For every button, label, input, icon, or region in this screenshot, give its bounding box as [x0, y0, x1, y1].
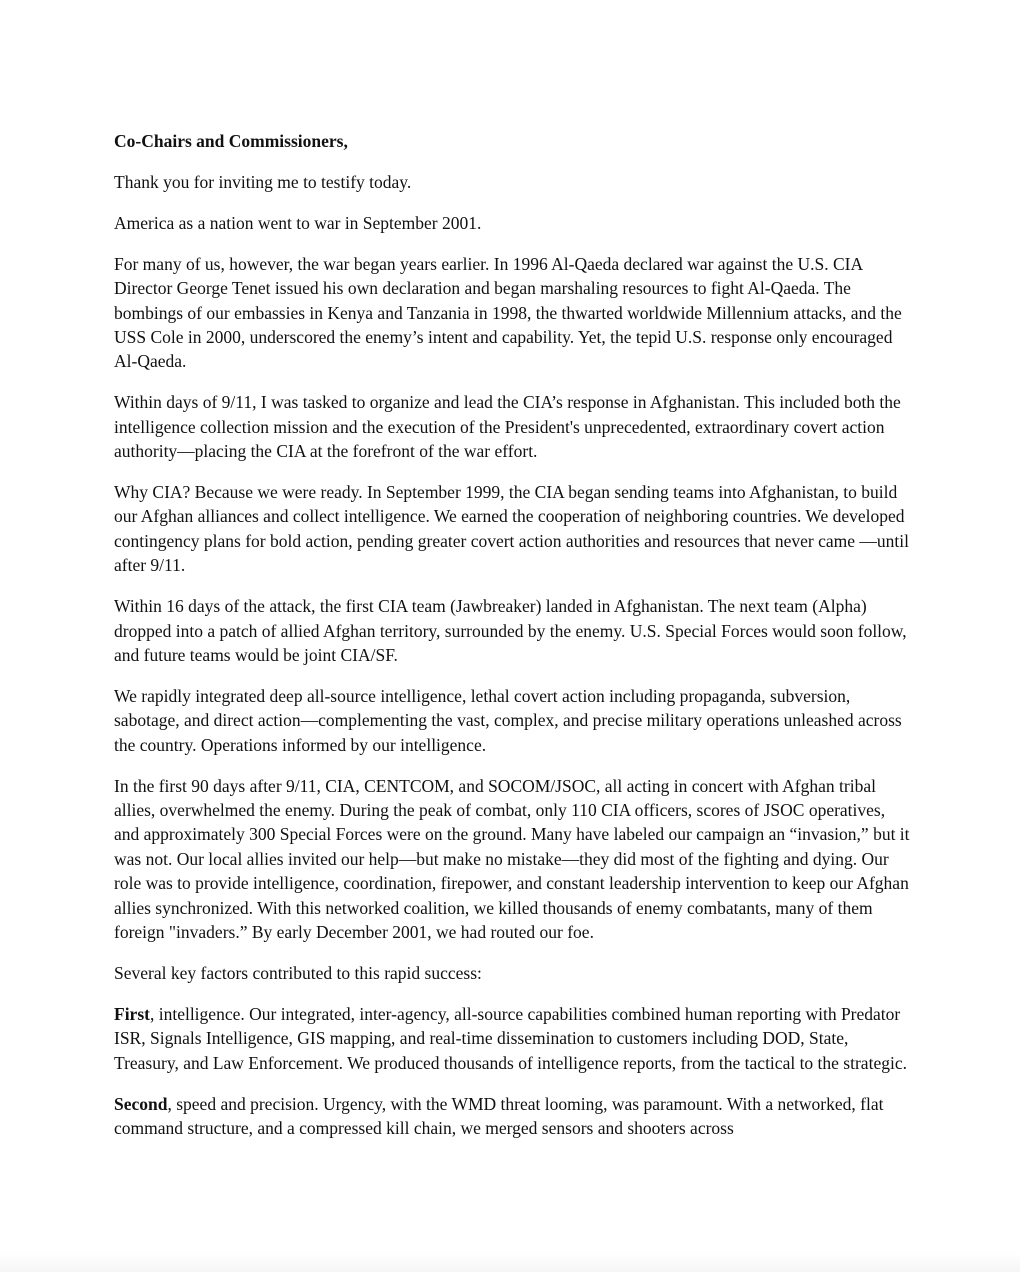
factor-text: , intelligence. Our integrated, inter-agency, all-source capabilities combined human reporting with Predator ISR, Signals Intelligence, GIS mapping, and real-time dissemination to customers including DOD, State, Treasury, and Law Enforcement. We produced thousands of intelligence reports, from the tactical to the strategic.: [114, 1003, 907, 1073]
page-bottom-edge: [0, 1252, 1020, 1272]
paragraph: Several key factors contributed to this rapid success:: [114, 962, 482, 983]
paragraph: Within 16 days of the attack, the first CIA team (Jawbreaker) landed in Afghanistan. The next team (Alpha) dropped into a patch of allied Afghan territory, surrounded by the enemy. U.S. Special Forces would soon follow, and future teams would be joint CIA/SF.: [114, 596, 907, 665]
document-page: [114, 129, 914, 1157]
paragraph: In the first 90 days after 9/11, CIA, CENTCOM, and SOCOM/JSOC, all acting in concert with Afghan tribal allies, overwhelmed the enemy. During the peak of combat, only 110 CIA officers, scores of JSOC operatives, and approximately 300 Special Forces were on the ground. Many have labeled our campaign an “invasion,” but it was not. Our local allies invited our help—but make no mistake—they did most of the fighting and dying. Our role was to provide intelligence, coordination, firepower, and constant leadership intervention to keep our Afghan allies synchronized. With this networked coalition, we killed thousands of enemy combatants, many of them foreign "invaders.” By early December 2001, we had routed our foe.: [114, 775, 910, 942]
paragraph: Within days of 9/11, I was tasked to organize and lead the CIA’s response in Afghanistan. This included both the intelligence collection mission and the execution of the President's unprecedented, extraordinary covert action authority—placing the CIA at the forefront of the war effort.: [114, 392, 901, 462]
factor-lead: First: [114, 1003, 150, 1024]
salutation: Co-Chairs and Commissioners,: [114, 131, 348, 151]
paragraph: Why CIA? Because we were ready. In September 1999, the CIA began sending teams into Afghanistan, to build our Afghan alliances and collect intelligence. We earned the cooperation of neighboring countries. We developed contingency plans for bold action, pending greater covert action authorities and resources that never came —until after 9/11.: [114, 481, 909, 576]
factor-paragraph: [114, 1002, 914, 1075]
paragraph: We rapidly integrated deep all-source intelligence, lethal covert action including propaganda, subversion, sabotage, and direct action—complementing the vast, complex, and precise military operations unleashed across the country. Operations informed by our intelligence.: [114, 685, 902, 755]
paragraph: America as a nation went to war in September 2001.: [114, 212, 482, 233]
factor-paragraph: [114, 1092, 914, 1141]
factor-text: , speed and precision. Urgency, with the WMD threat looming, was paramount. With a networked, flat command structure, and a compressed kill chain, we merged sensors and shooters across: [114, 1093, 884, 1138]
paragraph: Thank you for inviting me to testify today.: [114, 171, 412, 192]
paragraph: For many of us, however, the war began years earlier. In 1996 Al-Qaeda declared war against the U.S. CIA Director George Tenet issued his own declaration and began marshaling resources to fight Al-Qaeda. The bombings of our embassies in Kenya and Tanzania in 1998, the thwarted worldwide Millennium attacks, and the USS Cole in 2000, underscored the enemy’s intent and capability. Yet, the tepid U.S. response only encouraged Al-Qaeda.: [114, 253, 902, 372]
factor-lead: Second: [114, 1093, 168, 1114]
